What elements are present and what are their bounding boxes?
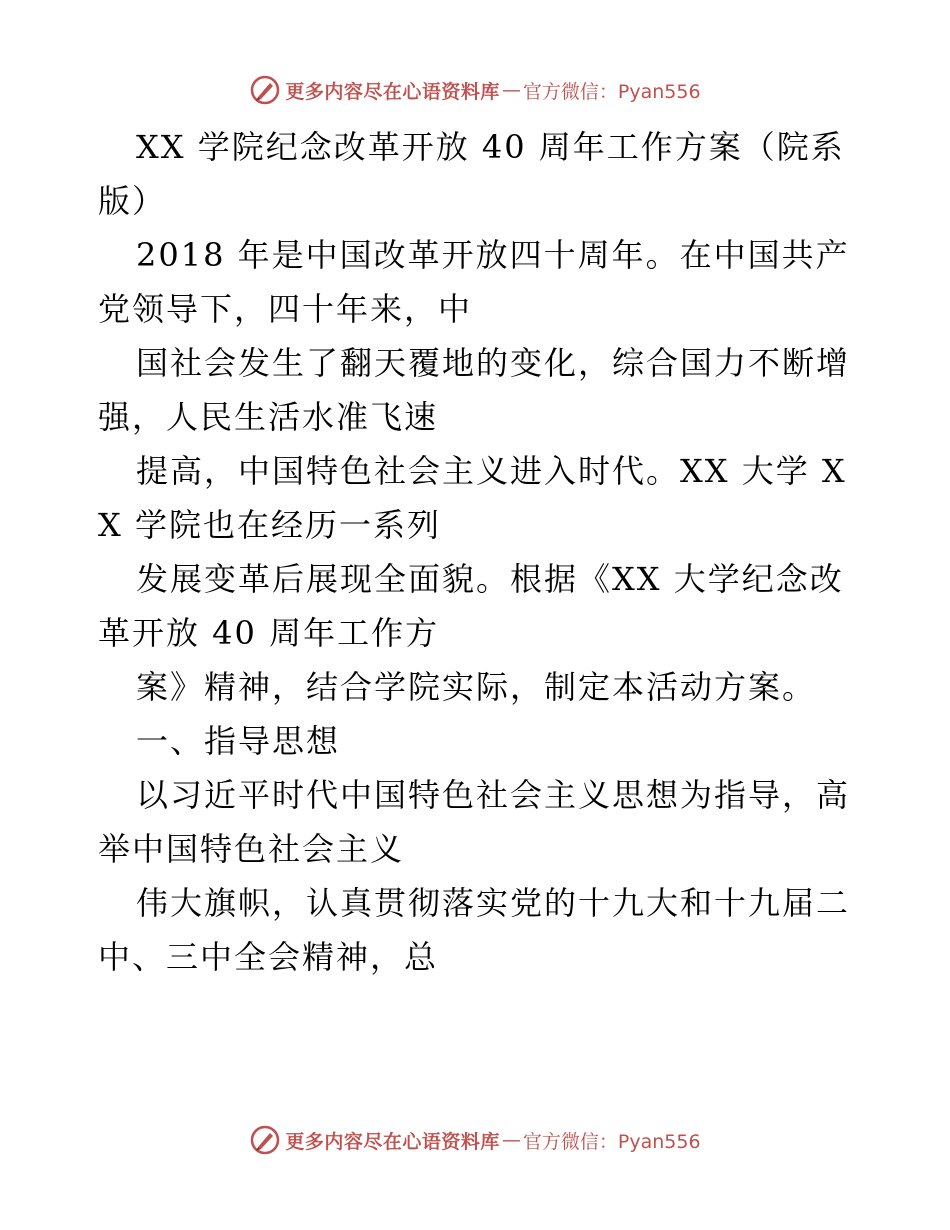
footer-banner (0, 1120, 950, 1160)
paragraph: 案》精神，结合学院实际，制定本活动方案。 (136, 668, 817, 706)
document-body (98, 120, 858, 984)
paragraph: 发展变革后展现全面貌。根据《XX 大学纪念改革开放 40 周年工作方 (98, 560, 844, 652)
paragraph: 国社会发生了翻天覆地的变化，综合国力不断增强，人民生活水准飞速 (98, 344, 851, 436)
banner-separator: — (501, 1129, 521, 1151)
paragraph: 2018 年是中国改革开放四十周年。在中国共产党领导下，四十年来，中 (98, 236, 850, 328)
paragraph: 提高，中国特色社会主义进入时代。XX 大学 XX 学院也在经历一系列 (98, 452, 847, 544)
pen-logo-icon (249, 1124, 281, 1156)
paragraph: 伟大旗帜，认真贯彻落实党的十九大和十九届二中、三中全会精神，总 (98, 884, 851, 976)
document-title: XX 学院纪念改革开放 40 周年工作方案（院系版） (98, 128, 845, 220)
pen-logo-icon (249, 74, 281, 106)
banner-text: 更多内容尽在心语资料库 (285, 1130, 500, 1153)
banner-wechat: 官方微信：Pyan556 (522, 80, 701, 103)
header-banner (0, 70, 950, 110)
banner-separator: — (501, 79, 521, 101)
banner-text: 更多内容尽在心语资料库 (285, 80, 500, 103)
section-heading: 一、指导思想 (136, 722, 341, 760)
banner-wechat: 官方微信：Pyan556 (522, 1130, 701, 1153)
paragraph: 以习近平时代中国特色社会主义思想为指导，高举中国特色社会主义 (98, 776, 851, 868)
